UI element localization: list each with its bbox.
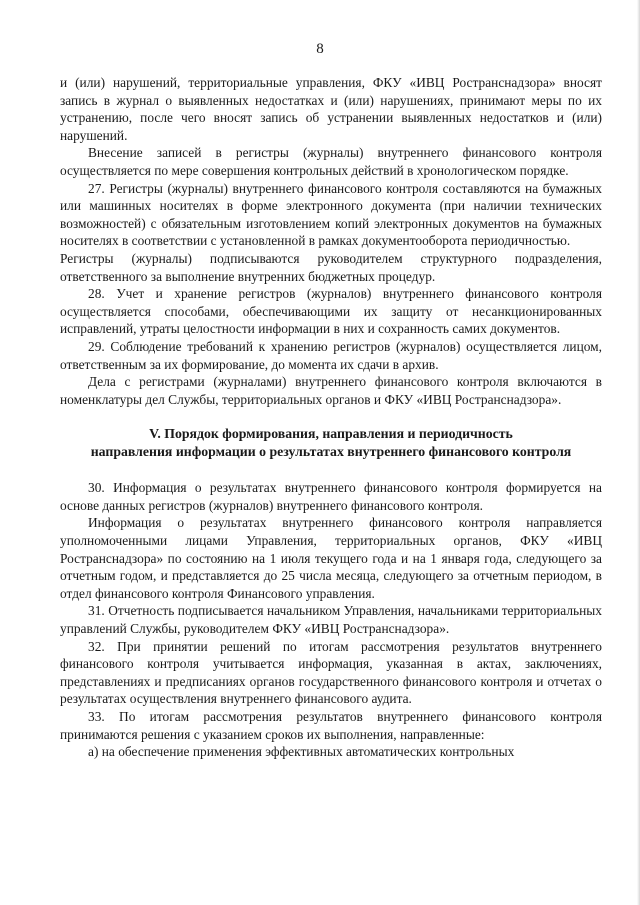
paragraph-33-a: а) на обеспечение применения эффективных автоматических контрольных xyxy=(88,744,515,760)
paragraph-info-sent: Информация о результатах внутреннего финансового контроля направляется уполномоченными лицами Управления, территориальных органов, ФКУ «ИВЦ Ространснадзора» по состоянию на 1 июля текущего года и на 1 января года, следующего за отчетным годом, и представляется до 25 числа месяца, следующего за отчетным периодом, в отдел финансового контроля Финансового управления. xyxy=(60,515,602,601)
paragraph-31: 31. Отчетность подписывается начальником Управления, начальниками территориальных управлений Службы, руководителем ФКУ «ИВЦ Ространснадзора». xyxy=(60,603,602,637)
paragraph-27: 27. Регистры (журналы) внутреннего финансового контроля составляются на бумажных или машинных носителях в форме электронного документа (при наличии технических возможностей) с обязательным изготовлением копий электронных документов на бумажных носителях в соответствии с установленной в рамках документооборота периодичностью. xyxy=(60,180,602,249)
paragraph-cases-nomenclature: Дела с регистрами (журналами) внутреннего финансового контроля включаются в номенклатуры дел Службы, территориальных органов и ФКУ «ИВЦ Ространснадзора». xyxy=(60,374,602,407)
section-heading xyxy=(60,425,602,461)
paragraph-continuation: и (или) нарушений, территориальные управления, ФКУ «ИВЦ Ространснадзора» вносят запись в журнал о выявленных недостатках и (или) нарушениях, принимают меры по их устранению, после чего вносят запись об устранении выявленных недостатков и (или) нарушений. xyxy=(60,75,602,143)
section-heading-line-2: направления информации о результатах внутреннего финансового контроля xyxy=(90,444,572,460)
paragraph-33: 33. По итогам рассмотрения результатов внутреннего финансового контроля принимаются решения с указанием сроков их выполнения, направленные: xyxy=(60,709,602,742)
paragraph-29: 29. Соблюдение требований к хранению регистров (журналов) осуществляется лицом, ответственным за их формирование, до момента их сдачи в архив. xyxy=(60,338,602,372)
paragraph-journal-entries: Внесение записей в регистры (журналы) внутреннего финансового контроля осуществляется по мере совершения контрольных действий в хронологическом порядке. xyxy=(60,145,602,178)
paragraph-28: 28. Учет и хранение регистров (журналов) внутреннего финансового контроля осуществляется способами, обеспечивающими их защиту от несанкционированных исправлений, утраты целостности информации в них и сохранность самих документов. xyxy=(60,286,602,337)
section-heading-line-1: V. Порядок формирования, направления и периодичность xyxy=(149,426,513,442)
page-number: 8 xyxy=(316,41,324,57)
paragraph-32: 32. При принятии решений по итогам рассмотрения результатов внутреннего финансового контроля учитывается информация, указанная в актах, заключениях, представлениях и предписаниях органов государственного финансового контроля и отчетах о результатах осуществления внутреннего финансового аудита. xyxy=(60,638,602,707)
document-body xyxy=(60,74,602,761)
paragraph-30: 30. Информация о результатах внутреннего финансового контроля формируется на основе данных регистров (журналов) внутреннего финансового контроля. xyxy=(60,480,602,513)
paragraph-registers-signed: Регистры (журналы) подписываются руководителем структурного подразделения, ответственного за выполнение внутренних бюджетных процедур. xyxy=(60,250,602,284)
